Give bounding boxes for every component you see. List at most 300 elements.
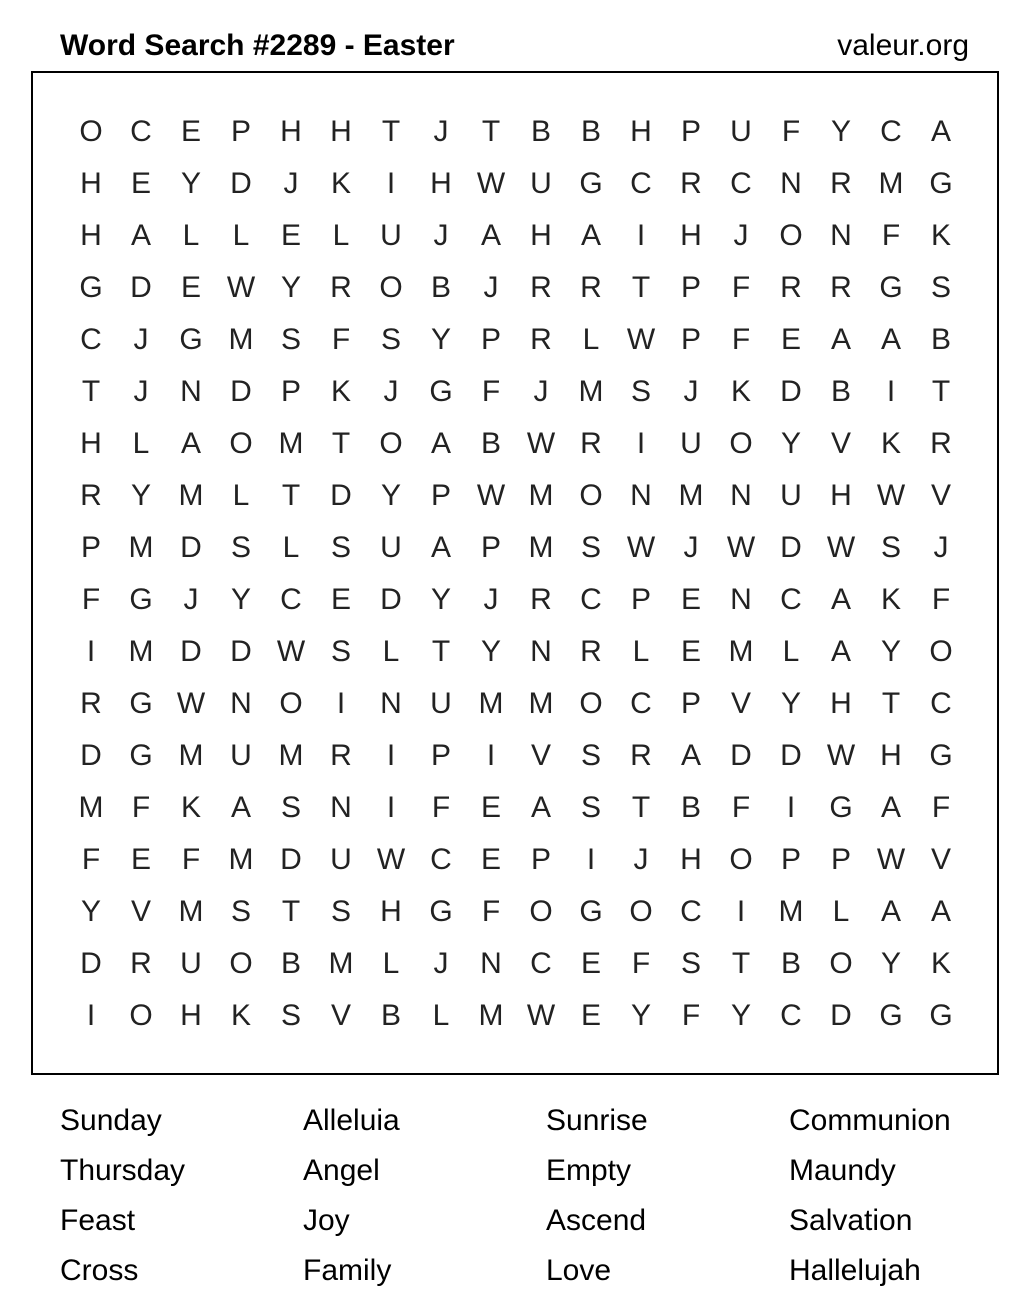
grid-cell: M [278,739,304,772]
grid-cell: E [130,843,151,876]
grid-cell: A [880,895,901,928]
grid-cell: D [380,583,402,616]
grid-cell: L [582,323,600,356]
grid-cell: N [230,687,252,720]
grid-cell: N [480,947,502,980]
grid-cell: G [129,739,153,772]
grid-cell: P [680,115,701,148]
grid-cell: C [280,583,302,616]
grid-cell: T [881,687,901,720]
grid-cell: E [180,271,201,304]
grid-cell: P [680,687,701,720]
grid-cell: O [279,687,303,720]
grid-cell: T [931,375,951,408]
grid-cell: L [832,895,850,928]
grid-cell: B [480,427,501,460]
grid-cell: H [280,115,302,148]
grid-cell: P [830,843,851,876]
grid-cell: P [480,531,501,564]
grid-cell: L [632,635,650,668]
grid-cell: G [879,271,903,304]
grid-cell: D [780,739,802,772]
grid-cell: F [731,271,751,304]
grid-cell: W [276,635,306,668]
grid-cell: D [130,271,152,304]
grid-cell: H [80,219,102,252]
grid-cell: T [631,271,651,304]
grid-cell: E [330,583,351,616]
grid-cell: R [830,167,852,200]
grid-cell: N [380,687,402,720]
grid-cell: M [278,427,304,460]
grid-cell: V [830,427,851,460]
grid-cell: J [933,531,949,564]
grid-cell: H [680,843,702,876]
grid-cell: V [930,843,951,876]
grid-cell: G [79,271,103,304]
grid-cell: S [580,739,601,772]
grid-cell: J [433,115,449,148]
grid-cell: G [929,999,953,1032]
grid-cell: E [280,219,301,252]
grid-cell: K [230,999,251,1032]
grid-cell: D [280,843,302,876]
grid-cell: G [929,167,953,200]
grid-cell: H [630,115,652,148]
grid-cell: U [780,479,802,512]
word-list-item: Cross [60,1254,139,1287]
grid-cell: C [780,999,802,1032]
grid-cell: S [280,323,301,356]
grid-cell: Y [130,479,151,512]
grid-cell: M [778,895,804,928]
grid-cell: A [880,791,901,824]
grid-cell: O [629,895,653,928]
grid-cell: R [330,271,352,304]
grid-cell: S [330,635,351,668]
grid-cell: T [631,791,651,824]
grid-cell: S [330,531,351,564]
grid-cell: T [281,895,301,928]
grid-cell: D [230,635,252,668]
grid-cell: T [331,427,351,460]
grid-cell: I [86,635,96,668]
grid-cell: P [480,323,501,356]
grid-cell: M [228,843,254,876]
grid-cell: G [429,895,453,928]
grid-cell: N [830,219,852,252]
grid-cell: R [530,323,552,356]
grid-cell: J [133,375,149,408]
grid-cell: S [580,791,601,824]
grid-cell: E [680,635,701,668]
grid-cell: L [232,219,250,252]
grid-cell: S [930,271,951,304]
grid-cell: L [182,219,200,252]
grid-cell: B [680,791,701,824]
grid-cell: O [929,635,953,668]
grid-cell: T [81,375,101,408]
grid-cell: Y [630,999,651,1032]
grid-cell: M [328,947,354,980]
grid-cell: J [383,375,399,408]
grid-cell: C [530,947,552,980]
grid-cell: W [476,479,506,512]
grid-cell: T [431,635,451,668]
word-list-item: Angel [303,1154,380,1187]
grid-cell: C [430,843,452,876]
grid-cell: F [81,583,101,616]
grid-cell: R [80,687,102,720]
grid-cell: N [730,479,752,512]
grid-cell: C [630,687,652,720]
grid-cell: B [280,947,301,980]
grid-cell: M [528,531,554,564]
grid-cell: N [330,791,352,824]
grid-cell: W [626,323,656,356]
grid-cell: S [680,947,701,980]
grid-cell: L [132,427,150,460]
grid-cell: O [779,219,803,252]
grid-cell: D [230,167,252,200]
grid-cell: Y [480,635,501,668]
grid-cell: K [730,375,751,408]
grid-cell: D [180,635,202,668]
grid-cell: F [131,791,151,824]
grid-cell: A [930,895,951,928]
grid-cell: S [380,323,401,356]
grid-cell: O [229,427,253,460]
grid-cell: O [729,843,753,876]
grid-cell: I [786,791,796,824]
grid-cell: H [880,739,902,772]
word-list-item: Feast [60,1204,136,1237]
grid-cell: U [380,219,402,252]
grid-cell: P [680,323,701,356]
grid-cell: C [780,583,802,616]
grid-cell: S [280,791,301,824]
word-list-item: Love [546,1254,612,1287]
grid-cell: A [680,739,701,772]
grid-cell: K [330,167,351,200]
grid-cell: P [680,271,701,304]
grid-cell: T [731,947,751,980]
grid-cell: L [782,635,800,668]
grid-cell: R [330,739,352,772]
grid-cell: H [80,167,102,200]
grid-cell: Y [880,947,901,980]
grid-cell: W [476,167,506,200]
grid-cell: D [80,739,102,772]
grid-cell: A [430,427,451,460]
grid-cell: I [736,895,746,928]
grid-cell: W [226,271,256,304]
grid-cell: D [230,375,252,408]
grid-cell: J [533,375,549,408]
grid-cell: L [332,219,350,252]
grid-cell: S [330,895,351,928]
grid-cell: Y [730,999,751,1032]
grid-cell: S [630,375,651,408]
grid-cell: F [481,895,501,928]
grid-cell: G [179,323,203,356]
grid-cell: M [178,479,204,512]
grid-cell: B [380,999,401,1032]
word-list-item: Salvation [789,1204,913,1237]
grid-cell: D [80,947,102,980]
grid-cell: W [376,843,406,876]
grid-cell: F [931,583,951,616]
grid-cell: E [180,115,201,148]
grid-cell: R [530,271,552,304]
word-list-item: Sunrise [546,1104,648,1137]
grid-cell: R [930,427,952,460]
grid-cell: J [683,375,699,408]
grid-cell: H [380,895,402,928]
grid-cell: N [780,167,802,200]
grid-cell: B [530,115,551,148]
grid-cell: G [579,167,603,200]
grid-cell: W [726,531,756,564]
grid-cell: K [930,947,951,980]
grid-cell: C [630,167,652,200]
grid-cell: S [230,895,251,928]
grid-cell: C [580,583,602,616]
grid-cell: M [478,687,504,720]
grid-cell: H [330,115,352,148]
grid-cell: F [781,115,801,148]
grid-cell: Y [830,115,851,148]
grid-cell: F [881,219,901,252]
grid-cell: A [180,427,201,460]
word-list-item: Communion [789,1104,951,1137]
grid-cell: E [680,583,701,616]
grid-cell: O [79,115,103,148]
grid-cell: D [180,531,202,564]
grid-cell: D [780,531,802,564]
grid-cell: I [336,687,346,720]
grid-cell: M [678,479,704,512]
grid-cell: Y [230,583,251,616]
grid-cell: G [129,583,153,616]
grid-cell: H [830,479,852,512]
grid-cell: P [430,739,451,772]
grid-cell: T [281,479,301,512]
grid-cell: U [380,531,402,564]
grid-cell: J [733,219,749,252]
grid-cell: K [880,583,901,616]
grid-cell: J [483,583,499,616]
grid-cell: W [176,687,206,720]
grid-cell: I [86,999,96,1032]
grid-cell: O [579,479,603,512]
grid-cell: E [780,323,801,356]
grid-cell: F [331,323,351,356]
grid-cell: I [386,791,396,824]
grid-cell: C [880,115,902,148]
grid-cell: G [929,739,953,772]
grid-cell: O [729,427,753,460]
grid-cell: L [382,635,400,668]
grid-cell: J [683,531,699,564]
word-list-item: Alleluia [303,1104,400,1137]
grid-cell: S [230,531,251,564]
grid-cell: D [330,479,352,512]
word-list-item: Hallelujah [789,1254,921,1287]
grid-cell: E [580,999,601,1032]
page-title: Word Search #2289 - Easter [60,29,455,62]
grid-cell: H [830,687,852,720]
grid-cell: C [680,895,702,928]
grid-cell: B [430,271,451,304]
grid-cell: F [481,375,501,408]
grid-cell: O [829,947,853,980]
grid-cell: S [880,531,901,564]
grid-cell: R [830,271,852,304]
grid-cell: L [282,531,300,564]
grid-cell: B [930,323,951,356]
grid-cell: Y [280,271,301,304]
grid-cell: I [636,427,646,460]
grid-cell: R [580,635,602,668]
grid-cell: R [580,271,602,304]
grid-cell: N [530,635,552,668]
grid-cell: C [80,323,102,356]
grid-cell: F [431,791,451,824]
grid-cell: B [830,375,851,408]
grid-cell: E [480,843,501,876]
grid-cell: J [283,167,299,200]
grid-cell: J [433,219,449,252]
grid-cell: A [480,219,501,252]
grid-cell: J [433,947,449,980]
grid-cell: U [530,167,552,200]
grid-cell: R [580,427,602,460]
grid-cell: A [530,791,551,824]
word-list-item: Ascend [546,1204,647,1237]
grid-cell: I [486,739,496,772]
grid-cell: F [731,791,751,824]
grid-cell: P [280,375,301,408]
grid-cell: Y [180,167,201,200]
word-list [60,1096,1020,1296]
grid-cell: H [80,427,102,460]
grid-cell: Y [780,427,801,460]
grid-cell: L [232,479,250,512]
grid-cell: M [478,999,504,1032]
grid-cell: O [129,999,153,1032]
grid-cell: U [230,739,252,772]
grid-cell: J [483,271,499,304]
grid-cell: R [680,167,702,200]
grid-cell: V [130,895,151,928]
grid-cell: G [129,687,153,720]
grid-cell: W [626,531,656,564]
grid-cell: W [826,531,856,564]
grid-cell: T [381,115,401,148]
grid-cell: L [382,947,400,980]
grid-cell: P [430,479,451,512]
grid-cell: H [530,219,552,252]
grid-cell: G [579,895,603,928]
grid-cell: V [330,999,351,1032]
grid-cell: R [630,739,652,772]
grid-cell: V [730,687,751,720]
word-list-item: Thursday [60,1154,186,1187]
grid-cell: M [228,323,254,356]
word-list-item: Joy [303,1204,350,1237]
grid-cell: A [830,323,851,356]
grid-cell: M [728,635,754,668]
word-list-item: Sunday [60,1104,162,1137]
word-list-item: Maundy [789,1154,896,1187]
grid-cell: W [876,843,906,876]
grid-cell: K [180,791,201,824]
grid-cell: B [780,947,801,980]
grid-cell: F [81,843,101,876]
grid-cell: K [880,427,901,460]
grid-cell: L [432,999,450,1032]
grid-cell: Y [780,687,801,720]
grid-cell: F [681,999,701,1032]
grid-cell: M [78,791,104,824]
grid-cell: D [830,999,852,1032]
grid-cell: O [379,427,403,460]
grid-cell: R [130,947,152,980]
grid-cell: J [633,843,649,876]
puzzle-box [31,71,999,1075]
grid-cell: Y [380,479,401,512]
grid-cell: W [876,479,906,512]
grid-cell: H [680,219,702,252]
grid-cell: C [130,115,152,148]
grid-cell: V [930,479,951,512]
grid-cell: M [178,739,204,772]
grid-cell: H [430,167,452,200]
grid-cell: Y [80,895,101,928]
grid-cell: P [630,583,651,616]
grid-cell: O [229,947,253,980]
grid-cell: K [930,219,951,252]
grid-cell: S [280,999,301,1032]
grid-cell: W [826,739,856,772]
grid-cell: G [829,791,853,824]
grid-cell: U [430,687,452,720]
grid-cell: M [878,167,904,200]
grid-cell: R [80,479,102,512]
grid-cell: W [526,427,556,460]
grid-cell: J [183,583,199,616]
grid-cell: S [580,531,601,564]
grid-cell: A [830,635,851,668]
grid-cell: A [880,323,901,356]
grid-cell: P [780,843,801,876]
grid-cell: F [631,947,651,980]
grid-cell: M [528,687,554,720]
grid-cell: W [526,999,556,1032]
grid-cell: M [578,375,604,408]
grid-cell: I [586,843,596,876]
grid-cell: M [128,531,154,564]
grid-cell: V [530,739,551,772]
grid-cell: Y [430,583,451,616]
grid-cell: I [636,219,646,252]
grid-cell: M [128,635,154,668]
site-name: valeur.org [837,29,969,62]
grid-cell: O [529,895,553,928]
grid-cell: E [480,791,501,824]
grid-cell: R [780,271,802,304]
